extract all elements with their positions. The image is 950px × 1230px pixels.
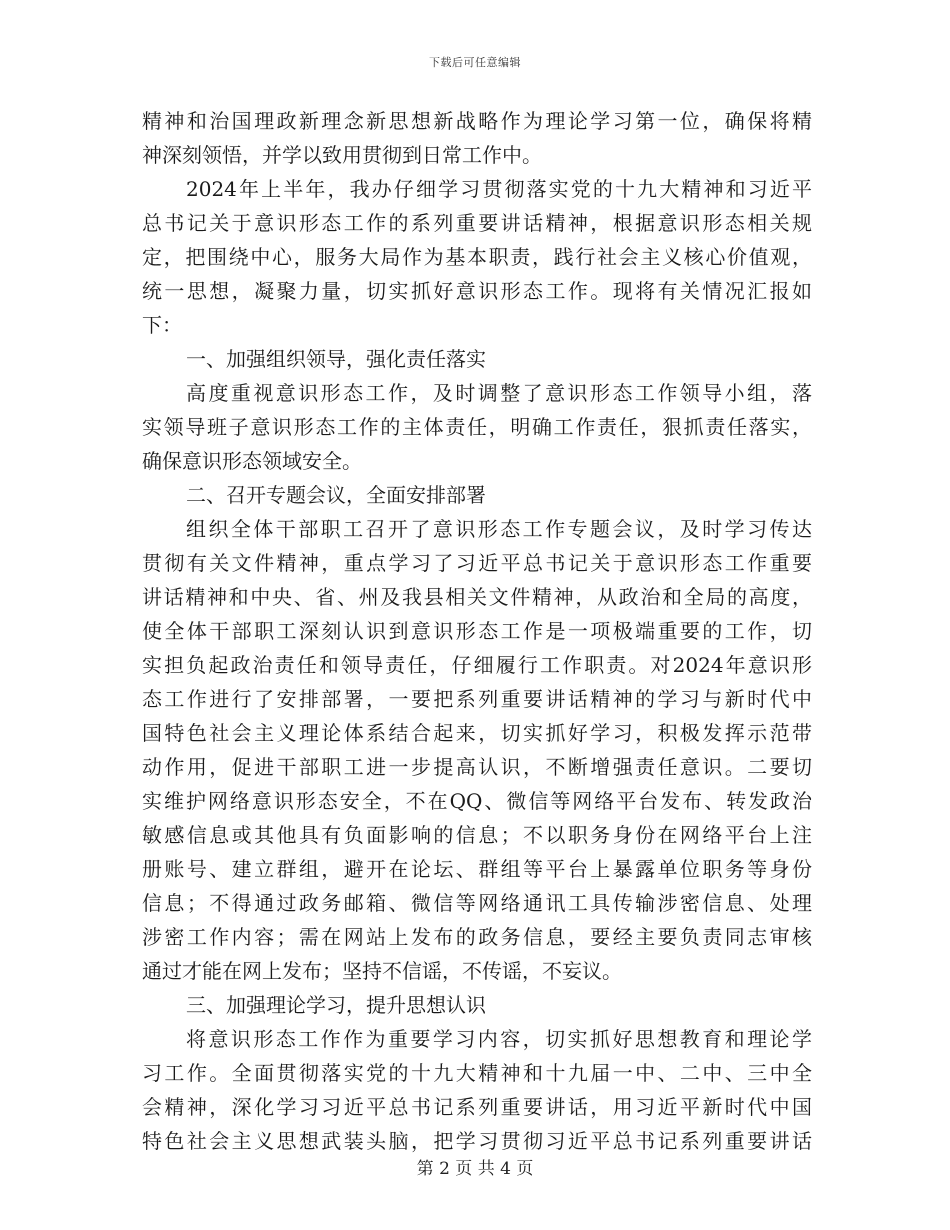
text-line: 动作用，促进干部职工进一步提高认识，不断增强责任意识。二要切 [142,755,812,779]
text-line: 会精神，深化学习习近平总书记系列重要讲话，用习近平新时代中国 [142,1095,812,1119]
text-line: 敏感信息或其他具有负面影响的信息；不以职务身份在网络平台上注 [142,823,812,847]
text-line: 态工作进行了安排部署，一要把系列重要讲话精神的学习与新时代中 [142,687,812,711]
text-line: 使全体干部职工深刻认识到意识形态工作是一项极端重要的工作，切 [142,619,812,643]
page-footer: 第 2 页 共 4 页 [416,1159,534,1179]
text-line: 三、加强理论学习，提升思想认识 [186,993,486,1017]
text-line: 2024年上半年，我办仔细学习贯彻落实党的十九大精神和习近平 [186,177,812,201]
text-line: 通过才能在网上发布；坚持不信谣，不传谣，不妄议。 [142,959,622,983]
text-line: 一、加强组织领导，强化责任落实 [186,347,486,371]
text-line: 讲话精神和中央、省、州及我县相关文件精神，从政治和全局的高度， [142,585,812,609]
text-line: 实维护网络意识形态安全，不在QQ、微信等网络平台发布、转发政治 [142,789,812,813]
text-line: 国特色社会主义理论体系结合起来，切实抓好学习，积极发挥示范带 [142,721,812,745]
text-line: 神深刻领悟，并学以致用贯彻到日常工作中。 [142,143,542,167]
text-line: 下： [142,313,182,337]
text-line: 将意识形态工作作为重要学习内容，切实抓好思想教育和理论学 [186,1027,812,1051]
text-line: 实担负起政治责任和领导责任，仔细履行工作职责。对2024年意识形 [142,653,812,677]
text-line: 涉密工作内容；需在网站上发布的政务信息，要经主要负责同志审核 [142,925,812,949]
text-line: 二、召开专题会议，全面安排部署 [186,483,486,507]
text-line: 总书记关于意识形态工作的系列重要讲话精神，根据意识形态相关规 [142,211,812,235]
text-line: 特色社会主义思想武装头脑，把学习贯彻习近平总书记系列重要讲话 [142,1129,812,1153]
page-header: 下载后可任意编辑 [429,56,521,69]
text-line: 组织全体干部职工召开了意识形态工作专题会议，及时学习传达 [186,517,812,541]
text-line: 定，把围绕中心，服务大局作为基本职责，践行社会主义核心价值观， [142,245,812,269]
text-line: 习工作。全面贯彻落实党的十九大精神和十九届一中、二中、三中全 [142,1061,812,1085]
text-line: 册账号、建立群组，避开在论坛、群组等平台上暴露单位职务等身份 [142,857,812,881]
text-line: 实领导班子意识形态工作的主体责任，明确工作责任，狠抓责任落实， [142,415,812,439]
text-line: 信息；不得通过政务邮箱、微信等网络通讯工具传输涉密信息、处理 [142,891,812,915]
text-line: 统一思想，凝聚力量，切实抓好意识形态工作。现将有关情况汇报如 [142,279,812,303]
text-line: 确保意识形态领域安全。 [142,449,362,473]
text-line: 贯彻有关文件精神，重点学习了习近平总书记关于意识形态工作重要 [142,551,812,575]
text-line: 精神和治国理政新理念新思想新战略作为理论学习第一位，确保将精 [142,109,812,133]
document-body [142,104,812,1158]
text-line: 高度重视意识形态工作，及时调整了意识形态工作领导小组，落 [186,381,812,405]
